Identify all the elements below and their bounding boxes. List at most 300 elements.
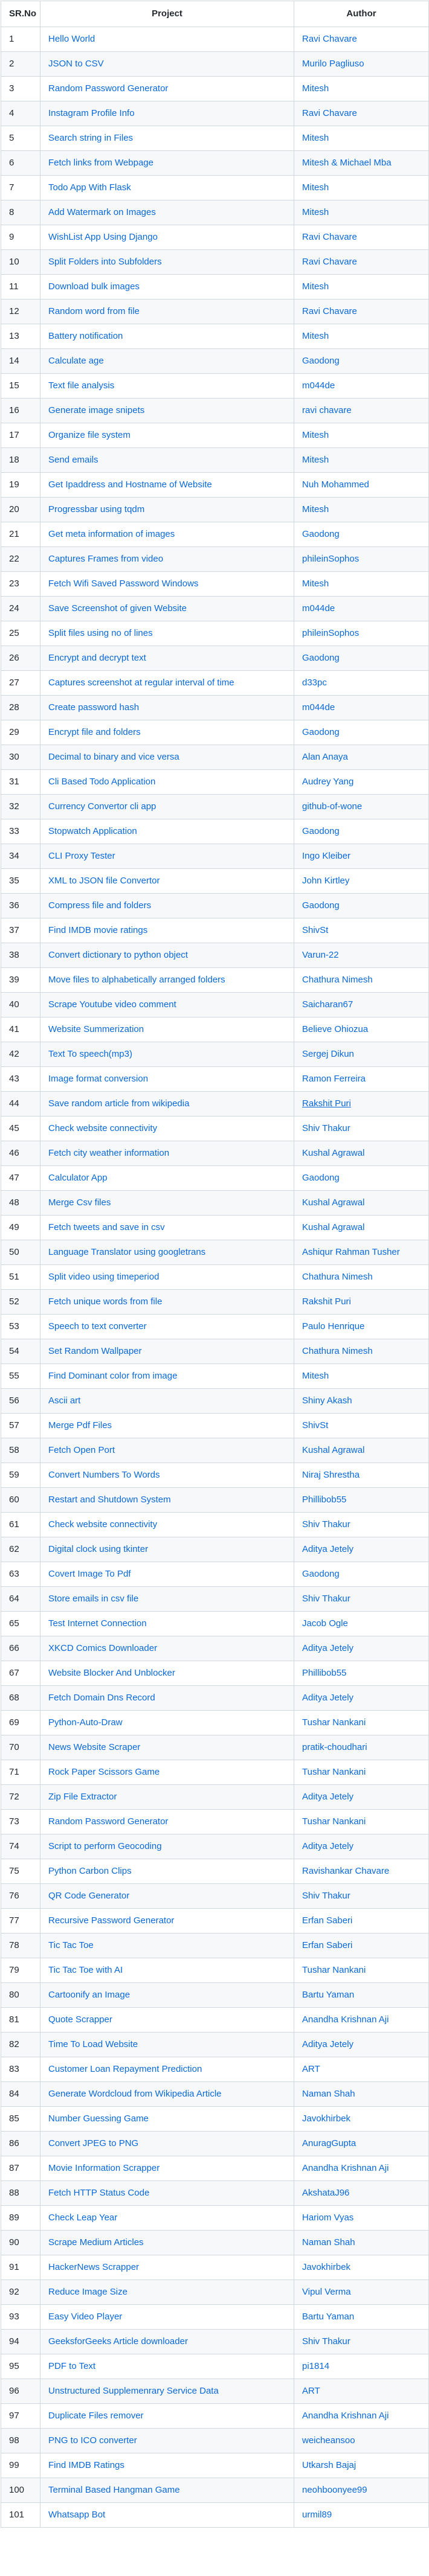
project-link[interactable]: Random Password Generator bbox=[48, 1816, 169, 1827]
author-link[interactable]: Utkarsh Bajaj bbox=[302, 2460, 356, 2470]
author-cell bbox=[294, 1711, 429, 1735]
project-link[interactable]: Fetch city weather information bbox=[48, 1148, 170, 1158]
project-cell bbox=[40, 250, 294, 275]
author-link[interactable]: Ravi Chavare bbox=[302, 108, 357, 118]
project-link[interactable]: XKCD Comics Downloader bbox=[48, 1643, 158, 1653]
project-cell bbox=[40, 52, 294, 77]
project-link[interactable]: Organize file system bbox=[48, 430, 131, 440]
author-link[interactable]: Paulo Henrique bbox=[302, 1321, 365, 1331]
project-cell bbox=[40, 1760, 294, 1785]
sr-no-cell: 97 bbox=[1, 2404, 40, 2429]
author-link[interactable]: Shiv Thakur bbox=[302, 2336, 350, 2347]
author-link[interactable]: Aditya Jetely bbox=[302, 1841, 354, 1851]
author-link[interactable]: Anandha Krishnan Aji bbox=[302, 2163, 389, 2173]
author-link[interactable]: Mitesh bbox=[302, 331, 329, 341]
sr-no-cell: 67 bbox=[1, 1661, 40, 1686]
project-link[interactable]: Convert Numbers To Words bbox=[48, 1470, 160, 1480]
author-link[interactable]: Rakshit Puri bbox=[302, 1098, 351, 1109]
project-link[interactable]: Generate image snipets bbox=[48, 405, 145, 415]
author-link[interactable]: Chathura Nimesh bbox=[302, 975, 373, 985]
project-link[interactable]: JSON to CSV bbox=[48, 59, 104, 69]
author-link[interactable]: Ashiqur Rahman Tusher bbox=[302, 1247, 400, 1257]
author-link[interactable]: AkshataJ96 bbox=[302, 2188, 350, 2198]
project-link[interactable]: Move files to alphabetically arranged folders bbox=[48, 975, 225, 985]
author-link[interactable]: Tushar Nankani bbox=[302, 1816, 366, 1827]
project-link[interactable]: Fetch Domain Dns Record bbox=[48, 1693, 155, 1703]
project-link[interactable]: Progressbar using tqdm bbox=[48, 504, 145, 514]
project-link[interactable]: Python Carbon Clips bbox=[48, 1866, 132, 1876]
author-link[interactable]: Ravi Chavare bbox=[302, 232, 357, 242]
project-link[interactable]: Speech to text converter bbox=[48, 1321, 147, 1331]
project-link[interactable]: Fetch tweets and save in csv bbox=[48, 1222, 165, 1232]
author-cell bbox=[294, 572, 429, 597]
author-link[interactable]: ART bbox=[302, 2386, 320, 2396]
project-link[interactable]: Fetch HTTP Status Code bbox=[48, 2188, 150, 2198]
project-link[interactable]: Python-Auto-Draw bbox=[48, 1717, 123, 1728]
author-link[interactable]: Mitesh bbox=[302, 281, 329, 292]
project-link[interactable]: Battery notification bbox=[48, 331, 123, 341]
author-link[interactable]: Believe Ohiozua bbox=[302, 1024, 369, 1034]
project-link[interactable]: Fetch links from Webpage bbox=[48, 158, 153, 168]
project-link[interactable]: Send emails bbox=[48, 455, 98, 465]
author-link[interactable]: Aditya Jetely bbox=[302, 1544, 354, 1554]
sr-no-cell: 71 bbox=[1, 1760, 40, 1785]
author-link[interactable]: Murilo Pagliuso bbox=[302, 59, 364, 69]
author-link[interactable]: Hariom Vyas bbox=[302, 2212, 354, 2223]
sr-no-cell: 39 bbox=[1, 968, 40, 993]
project-cell bbox=[40, 720, 294, 745]
author-link[interactable]: m044de bbox=[302, 603, 335, 614]
project-cell bbox=[40, 1884, 294, 1909]
project-link[interactable]: Scrape Youtube video comment bbox=[48, 999, 176, 1010]
project-link[interactable]: Download bulk images bbox=[48, 281, 140, 292]
project-cell bbox=[40, 671, 294, 696]
project-link[interactable]: Split files using no of lines bbox=[48, 628, 153, 638]
project-link[interactable]: Check Leap Year bbox=[48, 2212, 118, 2223]
author-link[interactable]: ART bbox=[302, 2064, 320, 2074]
author-link[interactable]: Javokhirbek bbox=[302, 2113, 351, 2124]
project-cell bbox=[40, 77, 294, 101]
column-header-author: Author bbox=[294, 1, 429, 27]
author-cell bbox=[294, 225, 429, 250]
author-link[interactable]: Audrey Yang bbox=[302, 777, 354, 787]
author-link[interactable]: urmil89 bbox=[302, 2510, 332, 2520]
project-cell bbox=[40, 1983, 294, 2008]
author-link[interactable]: m044de bbox=[302, 380, 335, 391]
project-cell bbox=[40, 2478, 294, 2503]
author-link[interactable]: ravi chavare bbox=[302, 405, 352, 415]
table-row bbox=[1, 2453, 429, 2478]
project-link[interactable]: Add Watermark on Images bbox=[48, 207, 156, 217]
project-link[interactable]: Easy Video Player bbox=[48, 2312, 123, 2322]
sr-no-cell: 15 bbox=[1, 374, 40, 399]
project-link[interactable]: Create password hash bbox=[48, 702, 140, 713]
author-link[interactable]: Ravishankar Chavare bbox=[302, 1866, 390, 1876]
sr-no-cell: 16 bbox=[1, 399, 40, 423]
project-link[interactable]: Ascii art bbox=[48, 1395, 81, 1406]
project-link[interactable]: CLI Proxy Tester bbox=[48, 851, 115, 861]
project-link[interactable]: Store emails in csv file bbox=[48, 1594, 139, 1604]
author-link[interactable]: pi1814 bbox=[302, 2361, 330, 2371]
table-row bbox=[1, 2503, 429, 2528]
project-link[interactable]: Duplicate Files remover bbox=[48, 2411, 144, 2421]
project-cell bbox=[40, 1735, 294, 1760]
table-row bbox=[1, 2008, 429, 2033]
author-cell bbox=[294, 2379, 429, 2404]
author-link[interactable]: Gaodong bbox=[302, 900, 340, 911]
table-row bbox=[1, 1513, 429, 1537]
project-link[interactable]: QR Code Generator bbox=[48, 1891, 130, 1901]
table-row bbox=[1, 1958, 429, 1983]
author-link[interactable]: Vipul Verma bbox=[302, 2287, 351, 2297]
author-cell bbox=[294, 275, 429, 300]
project-link[interactable]: Find IMDB movie ratings bbox=[48, 925, 148, 935]
project-link[interactable]: Check website connectivity bbox=[48, 1519, 158, 1530]
project-cell bbox=[40, 1017, 294, 1042]
project-link[interactable]: Restart and Shutdown System bbox=[48, 1495, 171, 1505]
author-link[interactable]: Naman Shah bbox=[302, 2237, 355, 2248]
project-link[interactable]: Get meta information of images bbox=[48, 529, 175, 539]
project-cell bbox=[40, 1661, 294, 1686]
author-link[interactable]: Shiv Thakur bbox=[302, 1123, 350, 1133]
project-cell bbox=[40, 1562, 294, 1587]
project-link[interactable]: Search string in Files bbox=[48, 133, 134, 143]
table-row bbox=[1, 918, 429, 943]
table-row bbox=[1, 275, 429, 300]
project-cell bbox=[40, 597, 294, 621]
project-link[interactable]: Time To Load Website bbox=[48, 2039, 138, 2049]
project-link[interactable]: Text To speech(mp3) bbox=[48, 1049, 132, 1059]
table-row bbox=[1, 968, 429, 993]
project-cell bbox=[40, 696, 294, 720]
sr-no-cell: 76 bbox=[1, 1884, 40, 1909]
project-link[interactable]: GeeksforGeeks Article downloader bbox=[48, 2336, 188, 2347]
sr-no-cell: 73 bbox=[1, 1810, 40, 1834]
project-link[interactable]: Save random article from wikipedia bbox=[48, 1098, 190, 1109]
author-link[interactable]: Anandha Krishnan Aji bbox=[302, 2014, 389, 2025]
author-link[interactable]: Mitesh bbox=[302, 83, 329, 94]
author-link[interactable]: Mitesh & Michael Mba bbox=[302, 158, 392, 168]
author-link[interactable]: Mitesh bbox=[302, 1371, 329, 1381]
project-link[interactable]: Reduce Image Size bbox=[48, 2287, 127, 2297]
author-cell bbox=[294, 2478, 429, 2503]
author-cell bbox=[294, 2429, 429, 2453]
author-link[interactable]: Sergej Dikun bbox=[302, 1049, 354, 1059]
table-row bbox=[1, 27, 429, 52]
author-link[interactable]: Ravi Chavare bbox=[302, 257, 357, 267]
table-row bbox=[1, 696, 429, 720]
project-link[interactable]: Fetch unique words from file bbox=[48, 1296, 163, 1307]
author-link[interactable]: Gaodong bbox=[302, 1173, 340, 1183]
project-cell bbox=[40, 1958, 294, 1983]
author-link[interactable]: Mitesh bbox=[302, 578, 329, 589]
project-link[interactable]: Recursive Password Generator bbox=[48, 1915, 175, 1926]
author-link[interactable]: weicheansoo bbox=[302, 2435, 355, 2446]
sr-no-cell: 6 bbox=[1, 151, 40, 176]
project-link[interactable]: Calculator App bbox=[48, 1173, 108, 1183]
project-cell bbox=[40, 1265, 294, 1290]
sr-no-cell: 3 bbox=[1, 77, 40, 101]
project-link[interactable]: Website Summerization bbox=[48, 1024, 144, 1034]
author-link[interactable]: Alan Anaya bbox=[302, 752, 348, 762]
author-link[interactable]: Saicharan67 bbox=[302, 999, 353, 1010]
author-cell bbox=[294, 770, 429, 795]
author-link[interactable]: Shiv Thakur bbox=[302, 1519, 350, 1530]
author-link[interactable]: Aditya Jetely bbox=[302, 2039, 354, 2049]
sr-no-cell: 100 bbox=[1, 2478, 40, 2503]
sr-no-cell: 18 bbox=[1, 448, 40, 473]
project-link[interactable]: PDF to Text bbox=[48, 2361, 96, 2371]
author-link[interactable]: Ravi Chavare bbox=[302, 34, 357, 44]
project-link[interactable]: Digital clock using tkinter bbox=[48, 1544, 149, 1554]
author-link[interactable]: Aditya Jetely bbox=[302, 1643, 354, 1653]
sr-no-cell: 43 bbox=[1, 1067, 40, 1092]
author-link[interactable]: Chathura Nimesh bbox=[302, 1346, 373, 1356]
author-cell bbox=[294, 1216, 429, 1240]
project-cell bbox=[40, 2255, 294, 2280]
projects-table bbox=[1, 1, 429, 2528]
project-link[interactable]: Find Dominant color from image bbox=[48, 1371, 178, 1381]
project-link[interactable]: Split Folders into Subfolders bbox=[48, 257, 162, 267]
project-link[interactable]: Captures Frames from video bbox=[48, 554, 164, 564]
author-link[interactable]: Mitesh bbox=[302, 455, 329, 465]
project-link[interactable]: Test Internet Connection bbox=[48, 1618, 147, 1629]
table-row bbox=[1, 176, 429, 200]
project-link[interactable]: Encrypt file and folders bbox=[48, 727, 141, 737]
project-cell bbox=[40, 943, 294, 968]
project-link[interactable]: Cli Based Todo Application bbox=[48, 777, 156, 787]
project-cell bbox=[40, 1216, 294, 1240]
author-link[interactable]: d33pc bbox=[302, 678, 327, 688]
project-link[interactable]: Generate Wordcloud from Wikipedia Article bbox=[48, 2089, 222, 2099]
author-link[interactable]: neohboonyee99 bbox=[302, 2485, 367, 2495]
author-link[interactable]: Mitesh bbox=[302, 430, 329, 440]
author-link[interactable]: AnuragGupta bbox=[302, 2138, 356, 2148]
table-row bbox=[1, 1636, 429, 1661]
project-cell bbox=[40, 1067, 294, 1092]
project-link[interactable]: Fetch Wifi Saved Password Windows bbox=[48, 578, 199, 589]
table-row bbox=[1, 1438, 429, 1463]
table-row bbox=[1, 1711, 429, 1735]
author-link[interactable]: Tushar Nankani bbox=[302, 1767, 366, 1777]
author-link[interactable]: Jacob Ogle bbox=[302, 1618, 348, 1629]
author-link[interactable]: Bartu Yaman bbox=[302, 1990, 355, 2000]
project-cell bbox=[40, 423, 294, 448]
author-link[interactable]: Gaodong bbox=[302, 529, 340, 539]
sr-no-cell: 64 bbox=[1, 1587, 40, 1612]
project-link[interactable]: Whatsapp Bot bbox=[48, 2510, 106, 2520]
author-cell bbox=[294, 1438, 429, 1463]
project-link[interactable]: Stopwatch Application bbox=[48, 826, 137, 836]
author-link[interactable]: Phillibob55 bbox=[302, 1495, 347, 1505]
project-link[interactable]: HackerNews Scrapper bbox=[48, 2262, 140, 2272]
project-link[interactable]: Find IMDB Ratings bbox=[48, 2460, 124, 2470]
author-link[interactable]: Ingo Kleiber bbox=[302, 851, 351, 861]
project-link[interactable]: News Website Scraper bbox=[48, 1742, 141, 1752]
project-link[interactable]: Terminal Based Hangman Game bbox=[48, 2485, 180, 2495]
author-link[interactable]: Shiny Akash bbox=[302, 1395, 352, 1406]
author-link[interactable]: Phillibob55 bbox=[302, 1668, 347, 1678]
project-link[interactable]: Rock Paper Scissors Game bbox=[48, 1767, 160, 1777]
author-link[interactable]: Gaodong bbox=[302, 1569, 340, 1579]
project-link[interactable]: Merge Csv files bbox=[48, 1197, 111, 1208]
table-row bbox=[1, 2305, 429, 2330]
project-link[interactable]: Get Ipaddress and Hostname of Website bbox=[48, 479, 212, 490]
author-link[interactable]: Ravi Chavare bbox=[302, 306, 357, 316]
author-link[interactable]: Gaodong bbox=[302, 356, 340, 366]
author-link[interactable]: ShivSt bbox=[302, 925, 329, 935]
author-cell bbox=[294, 1513, 429, 1537]
project-link[interactable]: Decimal to binary and vice versa bbox=[48, 752, 179, 762]
project-link[interactable]: Calculate age bbox=[48, 356, 104, 366]
table-row bbox=[1, 547, 429, 572]
author-link[interactable]: Kushal Agrawal bbox=[302, 1222, 365, 1232]
author-cell bbox=[294, 498, 429, 522]
author-link[interactable]: Niraj Shrestha bbox=[302, 1470, 360, 1480]
author-link[interactable]: github-of-wone bbox=[302, 801, 363, 812]
author-link[interactable]: Ramon Ferreira bbox=[302, 1074, 366, 1084]
project-link[interactable]: Cartoonify an Image bbox=[48, 1990, 131, 2000]
project-link[interactable]: Quote Scrapper bbox=[48, 2014, 112, 2025]
author-link[interactable]: m044de bbox=[302, 702, 335, 713]
author-link[interactable]: Kushal Agrawal bbox=[302, 1148, 365, 1158]
project-link[interactable]: PNG to ICO converter bbox=[48, 2435, 137, 2446]
author-cell bbox=[294, 720, 429, 745]
author-cell bbox=[294, 1958, 429, 1983]
author-link[interactable]: Chathura Nimesh bbox=[302, 1272, 373, 1282]
project-link[interactable]: Save Screenshot of given Website bbox=[48, 603, 187, 614]
project-cell bbox=[40, 1785, 294, 1810]
project-link[interactable]: Number Guessing Game bbox=[48, 2113, 149, 2124]
author-cell bbox=[294, 1661, 429, 1686]
sr-no-cell: 95 bbox=[1, 2354, 40, 2379]
author-link[interactable]: Rakshit Puri bbox=[302, 1296, 351, 1307]
project-link[interactable]: Tic Tac Toe bbox=[48, 1940, 94, 1950]
author-link[interactable]: Mitesh bbox=[302, 207, 329, 217]
project-link[interactable]: Hello World bbox=[48, 34, 95, 44]
project-link[interactable]: Instagram Profile Info bbox=[48, 108, 135, 118]
author-cell bbox=[294, 1785, 429, 1810]
project-link[interactable]: Encrypt and decrypt text bbox=[48, 653, 146, 663]
project-link[interactable]: Set Random Wallpaper bbox=[48, 1346, 142, 1356]
author-link[interactable]: Javokhirbek bbox=[302, 2262, 351, 2272]
table-row bbox=[1, 1414, 429, 1438]
author-link[interactable]: Tushar Nankani bbox=[302, 1965, 366, 1975]
author-link[interactable]: Aditya Jetely bbox=[302, 1792, 354, 1802]
project-link[interactable]: Zip File Extractor bbox=[48, 1792, 117, 1802]
project-link[interactable]: Currency Convertor cli app bbox=[48, 801, 156, 812]
author-cell bbox=[294, 1042, 429, 1067]
author-link[interactable]: Mitesh bbox=[302, 133, 329, 143]
sr-no-cell: 5 bbox=[1, 126, 40, 151]
table-row bbox=[1, 646, 429, 671]
project-link[interactable]: Compress file and folders bbox=[48, 900, 152, 911]
sr-no-cell: 89 bbox=[1, 2206, 40, 2231]
project-cell bbox=[40, 2181, 294, 2206]
sr-no-cell: 82 bbox=[1, 2033, 40, 2057]
project-link[interactable]: XML to JSON file Convertor bbox=[48, 876, 160, 886]
author-link[interactable]: Erfan Saberi bbox=[302, 1915, 353, 1926]
author-link[interactable]: Shiv Thakur bbox=[302, 1891, 350, 1901]
author-cell bbox=[294, 2057, 429, 2082]
author-link[interactable]: phileinSophos bbox=[302, 554, 360, 564]
author-cell bbox=[294, 2503, 429, 2528]
project-link[interactable]: Random Password Generator bbox=[48, 83, 169, 94]
project-cell bbox=[40, 1364, 294, 1389]
project-link[interactable]: Scrape Medium Articles bbox=[48, 2237, 144, 2248]
project-cell bbox=[40, 2429, 294, 2453]
author-link[interactable]: Naman Shah bbox=[302, 2089, 355, 2099]
project-link[interactable]: Todo App With Flask bbox=[48, 182, 131, 193]
author-link[interactable]: pratik-choudhari bbox=[302, 1742, 367, 1752]
author-link[interactable]: Gaodong bbox=[302, 727, 340, 737]
author-link[interactable]: Kushal Agrawal bbox=[302, 1197, 365, 1208]
project-link[interactable]: Movie Information Scrapper bbox=[48, 2163, 160, 2173]
project-link[interactable]: WishList App Using Django bbox=[48, 232, 158, 242]
sr-no-cell: 87 bbox=[1, 2156, 40, 2181]
author-link[interactable]: Kushal Agrawal bbox=[302, 1445, 365, 1455]
sr-no-cell: 54 bbox=[1, 1339, 40, 1364]
project-link[interactable]: Unstructured Supplemenrary Service Data bbox=[48, 2386, 219, 2396]
author-link[interactable]: Erfan Saberi bbox=[302, 1940, 353, 1950]
author-link[interactable]: Bartu Yaman bbox=[302, 2312, 355, 2322]
project-link[interactable]: Check website connectivity bbox=[48, 1123, 158, 1133]
author-link[interactable]: Shiv Thakur bbox=[302, 1594, 350, 1604]
project-link[interactable]: Customer Loan Repayment Prediction bbox=[48, 2064, 202, 2074]
project-link[interactable]: Script to perform Geocoding bbox=[48, 1841, 162, 1851]
author-cell bbox=[294, 1265, 429, 1290]
project-link[interactable]: Convert dictionary to python object bbox=[48, 950, 188, 960]
table-row bbox=[1, 1092, 429, 1117]
project-link[interactable]: Tic Tac Toe with AI bbox=[48, 1965, 123, 1975]
author-link[interactable]: Gaodong bbox=[302, 826, 340, 836]
project-link[interactable]: Image format conversion bbox=[48, 1074, 149, 1084]
table-row bbox=[1, 1067, 429, 1092]
project-cell bbox=[40, 1537, 294, 1562]
author-link[interactable]: Varun-22 bbox=[302, 950, 339, 960]
project-link[interactable]: Website Blocker And Unblocker bbox=[48, 1668, 175, 1678]
project-link[interactable]: Captures screenshot at regular interval of time bbox=[48, 678, 234, 688]
project-link[interactable]: Language Translator using googletrans bbox=[48, 1247, 206, 1257]
project-cell bbox=[40, 448, 294, 473]
author-link[interactable]: John Kirtley bbox=[302, 876, 350, 886]
project-link[interactable]: Merge Pdf Files bbox=[48, 1420, 112, 1431]
author-cell bbox=[294, 423, 429, 448]
author-link[interactable]: Gaodong bbox=[302, 653, 340, 663]
project-cell bbox=[40, 869, 294, 894]
author-link[interactable]: Aditya Jetely bbox=[302, 1693, 354, 1703]
author-link[interactable]: Tushar Nankani bbox=[302, 1717, 366, 1728]
author-cell bbox=[294, 1414, 429, 1438]
project-link[interactable]: Text file analysis bbox=[48, 380, 115, 391]
author-link[interactable]: Mitesh bbox=[302, 182, 329, 193]
column-header-sr-no: SR.No bbox=[1, 1, 40, 27]
project-link[interactable]: Covert Image To Pdf bbox=[48, 1569, 131, 1579]
project-link[interactable]: Split video using timeperiod bbox=[48, 1272, 160, 1282]
author-link[interactable]: ShivSt bbox=[302, 1420, 329, 1431]
author-link[interactable]: Anandha Krishnan Aji bbox=[302, 2411, 389, 2421]
author-link[interactable]: phileinSophos bbox=[302, 628, 360, 638]
project-link[interactable]: Random word from file bbox=[48, 306, 140, 316]
table-row bbox=[1, 126, 429, 151]
table-row bbox=[1, 943, 429, 968]
author-link[interactable]: Nuh Mohammed bbox=[302, 479, 369, 490]
project-link[interactable]: Fetch Open Port bbox=[48, 1445, 115, 1455]
project-link[interactable]: Convert JPEG to PNG bbox=[48, 2138, 139, 2148]
project-cell bbox=[40, 1834, 294, 1859]
author-link[interactable]: Mitesh bbox=[302, 504, 329, 514]
author-cell bbox=[294, 1562, 429, 1587]
